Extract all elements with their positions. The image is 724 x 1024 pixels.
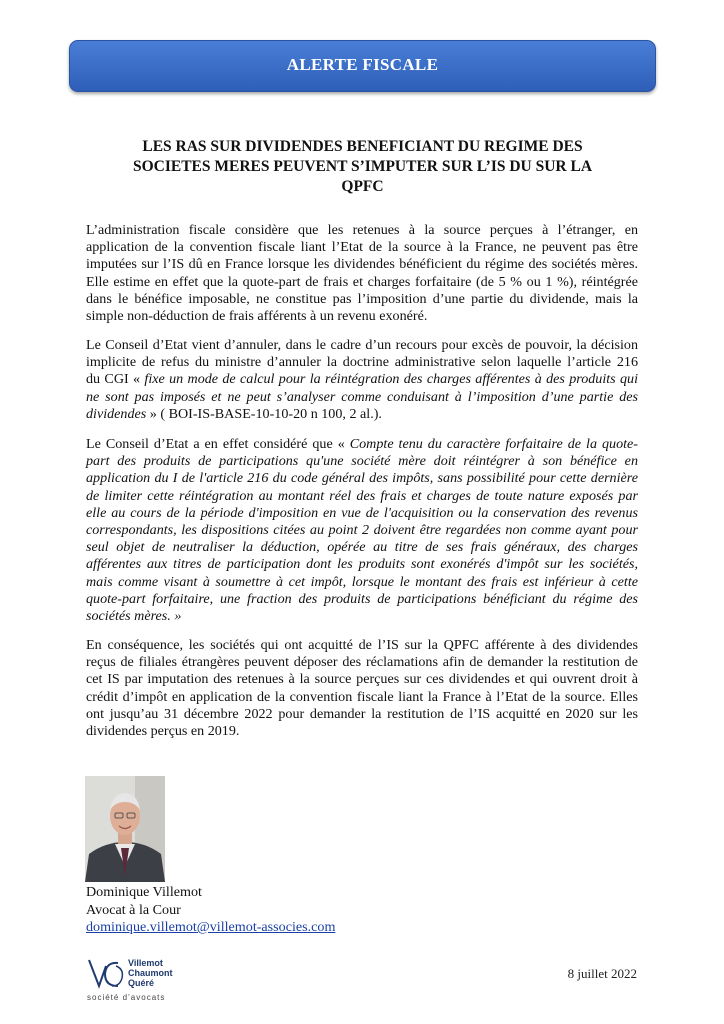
quote-line — [86, 470, 638, 487]
text-line: imputées sur l’IS dû en France lorsque les dividendes bénéficient du régime des sociétés mères. — [86, 256, 638, 273]
text-line: dividendes perçus en 2019. — [86, 723, 240, 740]
quote-line — [86, 608, 638, 625]
text-line: simple non-déduction de frais afférents à un revenu exonéré. — [86, 308, 428, 325]
text-line: En conséquence, les sociétés qui ont acquitté de l’IS sur la QPFC afférente à des dividendes — [86, 637, 638, 653]
author-name: Dominique Villemot — [86, 884, 202, 900]
title-line: LES RAS SUR DIVIDENDES BENEFICIANT DU REGIME DES — [142, 138, 583, 155]
portrait-image — [85, 776, 165, 882]
logo-tagline: société d’avocats — [87, 993, 166, 1002]
paragraph-2 — [86, 337, 638, 423]
title-line: QPFC — [341, 178, 384, 195]
text-line: L’administration fiscale considère que les retenues à la source perçues à l’étranger, en — [86, 222, 638, 238]
quote-line — [86, 453, 638, 470]
text-line: dans le bénéfice imposable, ne constitue pas l’imposition d’une partie du dividende, mais la — [86, 290, 638, 307]
quote-line — [86, 539, 638, 556]
quote-text: correspondants, les dispositions citées au point 2 doivent être regardées non comme ayant pour — [86, 522, 638, 539]
quote-text: sociétés mères. » — [86, 608, 182, 625]
quote-text: dividendes — [86, 405, 147, 422]
quote-text: Compte tenu du caractère forfaitaire de la quote- — [349, 436, 638, 452]
logo-name-3: Quéré — [128, 978, 155, 988]
author-email-link[interactable]: dominique.villemot@villemot-associes.com — [86, 919, 336, 935]
text-line: Elle estime en effet que la quote-part de frais et charges forfaitaire (de 5 % ou 1 %), réintégrée — [86, 273, 638, 290]
text-line: implicite de refus du ministre d’annuler la doctrine administrative selon laquelle l’article 216 — [86, 354, 638, 371]
quote-text: afférentes aux titres de participation dont les produits sont exonérés d'impôt sur les sociétés, — [86, 556, 638, 573]
quote-line — [86, 574, 638, 591]
quote-text: fixe un mode de calcul pour la réintégration des charges afférentes à des produits qui — [144, 371, 639, 388]
paragraph-3 — [86, 436, 638, 625]
quote-text: application du I de l'article 216 du code général des impôts, sans possibilité pour cette dernière — [86, 470, 638, 487]
text-line: crédit d’impôt en application de la convention fiscale liant la France à l’Etat de la source. Elles — [86, 688, 638, 705]
vcq-logo-icon — [86, 956, 206, 1006]
document-date: 8 juillet 2022 — [567, 966, 637, 981]
quote-text: mais comme visant à soumettre à cet impôt, lorsque le montant des frais est inférieur à cette — [86, 573, 638, 590]
quote-line — [86, 488, 638, 505]
text-line: Le Conseil d’Etat vient d’annuler, dans le cadre d’un recours pour excès de pouvoir, la décision — [86, 337, 638, 353]
quote-line — [86, 522, 638, 539]
quote-text: de limiter cette réintégration au montant réel des frais et charges de toute nature exposés par — [86, 487, 638, 504]
text-line: reçus de filiales étrangères peuvent déposer des réclamations afin de demander la restitution de — [86, 654, 638, 671]
title-line: SOCIETES MERES PEUVENT S’IMPUTER SUR L’IS DU SUR LA — [132, 158, 593, 175]
text-line: application de la convention fiscale liant l’Etat de la source à la France, ne peuvent pas être — [86, 239, 638, 256]
alert-banner — [69, 40, 656, 92]
quote-text: ne sont pas imposés et ne peut s’analyser comme conduisant à l’imposition d’une partie des — [86, 388, 638, 405]
quote-line — [86, 591, 638, 608]
logo-name-1: Villemot — [128, 958, 163, 968]
text-line: ont jusqu’au 31 décembre 2022 pour demander la restitution de l’IS acquitté en 2020 sur les — [86, 705, 638, 722]
document-title — [95, 137, 630, 197]
text-line — [86, 389, 638, 406]
quote-text: elle au cours de la période d'imposition en vue de l'acquisition ou la conservation des revenus — [86, 504, 638, 521]
text-span: Le Conseil d’Etat a en effet considéré que « — [86, 436, 350, 452]
quote-line — [86, 556, 638, 573]
paragraph-4 — [86, 637, 638, 740]
reference-text: » ( BOI-IS-BASE-10-10-20 n 100, 2 al.). — [146, 405, 382, 422]
quote-text: quote-part forfaitaire, une fraction des produits de participations bénéficiant du régime des — [86, 590, 638, 607]
quote-text: seul objet de neutraliser la déduction, opérée au titre de ses frais généraux, des charges — [86, 539, 638, 556]
quote-text: part des produits de participations qu'une société mère doit réintégrer à son bénéfice en — [86, 453, 638, 470]
author-photo — [85, 776, 165, 882]
text-line — [86, 371, 638, 388]
text-line — [86, 406, 638, 423]
signature-block — [86, 884, 335, 937]
quote-line — [86, 505, 638, 522]
author-role: Avocat à la Cour — [86, 901, 181, 918]
logo-name-2: Chaumont — [128, 968, 173, 978]
banner-title: ALERTE FISCALE — [286, 55, 439, 74]
text-span: du CGI « — [86, 371, 145, 388]
text-line: cet IS par imputation des retenues à la source perçues sur ces dividendes et qui ouvrent droit à — [86, 671, 638, 688]
paragraph-1 — [86, 222, 638, 325]
firm-logo — [86, 956, 206, 1006]
text-line — [86, 436, 638, 453]
